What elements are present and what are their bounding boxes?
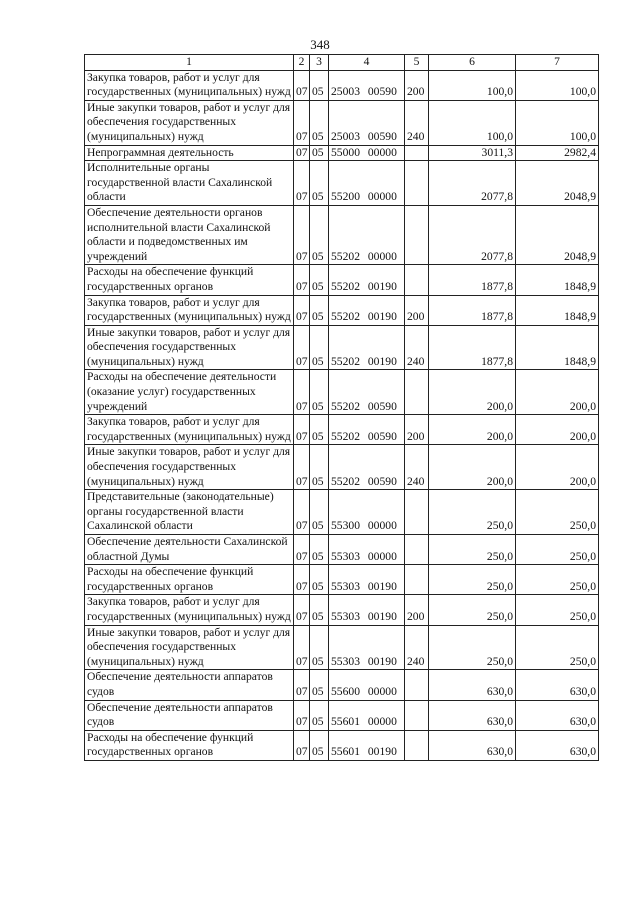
cell-target-code: 55303 00190 — [329, 595, 405, 625]
cell-name: Расходы на обеспечение функций государственных органов — [85, 730, 294, 760]
table-row — [85, 70, 599, 100]
cell-name: Обеспечение деятельности аппаратов судов — [85, 700, 294, 730]
cell-expense-type — [405, 700, 429, 730]
cell-amount-2: 1848,9 — [516, 265, 599, 295]
cell-expense-type — [405, 730, 429, 760]
cell-name: Закупка товаров, работ и услуг для государственных (муниципальных) нужд — [85, 295, 294, 325]
cell-subsection: 05 — [310, 415, 329, 445]
table-row — [85, 445, 599, 490]
header-col-7: 7 — [516, 55, 599, 71]
cell-amount-2: 200,0 — [516, 445, 599, 490]
cell-target-code: 55000 00000 — [329, 145, 405, 161]
cell-amount-2: 630,0 — [516, 670, 599, 700]
cell-expense-type — [405, 670, 429, 700]
table-row — [85, 535, 599, 565]
cell-section: 07 — [294, 265, 310, 295]
cell-subsection: 05 — [310, 730, 329, 760]
table-row — [85, 595, 599, 625]
cell-amount-1: 250,0 — [429, 565, 516, 595]
cell-target-code: 55200 00000 — [329, 161, 405, 206]
cell-amount-2: 630,0 — [516, 730, 599, 760]
cell-name: Обеспечение деятельности Сахалинской областной Думы — [85, 535, 294, 565]
cell-amount-1: 630,0 — [429, 730, 516, 760]
table-row — [85, 161, 599, 206]
cell-target-code: 25003 00590 — [329, 100, 405, 145]
cell-name: Представительные (законодательные) органы государственной власти Сахалинской области — [85, 490, 294, 535]
cell-name: Обеспечение деятельности органов исполнительной власти Сахалинской области и подведомственных им учреждений — [85, 205, 294, 264]
cell-amount-2: 250,0 — [516, 595, 599, 625]
cell-subsection: 05 — [310, 625, 329, 670]
cell-subsection: 05 — [310, 295, 329, 325]
cell-subsection: 05 — [310, 445, 329, 490]
header-col-5: 5 — [405, 55, 429, 71]
cell-name: Расходы на обеспечение функций государственных органов — [85, 565, 294, 595]
cell-target-code: 55303 00190 — [329, 565, 405, 595]
cell-target-code: 55202 00000 — [329, 205, 405, 264]
cell-subsection: 05 — [310, 490, 329, 535]
cell-target-code: 55202 00190 — [329, 325, 405, 370]
cell-subsection: 05 — [310, 370, 329, 415]
cell-target-code: 55601 00190 — [329, 730, 405, 760]
cell-amount-1: 3011,3 — [429, 145, 516, 161]
cell-amount-1: 200,0 — [429, 415, 516, 445]
cell-amount-2: 250,0 — [516, 535, 599, 565]
cell-subsection: 05 — [310, 265, 329, 295]
cell-subsection: 05 — [310, 205, 329, 264]
table-row — [85, 490, 599, 535]
cell-expense-type: 200 — [405, 70, 429, 100]
cell-name: Иные закупки товаров, работ и услуг для обеспечения государственных (муниципальных) нужд — [85, 445, 294, 490]
cell-section: 07 — [294, 445, 310, 490]
cell-expense-type — [405, 535, 429, 565]
cell-amount-1: 2077,8 — [429, 205, 516, 264]
cell-name: Иные закупки товаров, работ и услуг для обеспечения государственных (муниципальных) нужд — [85, 625, 294, 670]
cell-amount-2: 200,0 — [516, 415, 599, 445]
cell-amount-1: 250,0 — [429, 490, 516, 535]
cell-amount-1: 200,0 — [429, 445, 516, 490]
cell-target-code: 55202 00590 — [329, 445, 405, 490]
cell-amount-1: 100,0 — [429, 70, 516, 100]
cell-target-code: 55600 00000 — [329, 670, 405, 700]
cell-section: 07 — [294, 70, 310, 100]
cell-subsection: 05 — [310, 70, 329, 100]
cell-subsection: 05 — [310, 670, 329, 700]
cell-expense-type — [405, 205, 429, 264]
cell-amount-1: 250,0 — [429, 535, 516, 565]
cell-subsection: 05 — [310, 535, 329, 565]
cell-amount-1: 250,0 — [429, 625, 516, 670]
cell-amount-2: 2982,4 — [516, 145, 599, 161]
cell-subsection: 05 — [310, 595, 329, 625]
cell-target-code: 55202 00190 — [329, 295, 405, 325]
header-row — [85, 55, 599, 71]
cell-amount-2: 1848,9 — [516, 325, 599, 370]
header-col-3: 3 — [310, 55, 329, 71]
cell-target-code: 55300 00000 — [329, 490, 405, 535]
cell-amount-1: 1877,8 — [429, 265, 516, 295]
cell-section: 07 — [294, 625, 310, 670]
cell-name: Исполнительные органы государственной власти Сахалинской области — [85, 161, 294, 206]
table-row — [85, 100, 599, 145]
cell-expense-type: 240 — [405, 100, 429, 145]
cell-section: 07 — [294, 490, 310, 535]
header-col-6: 6 — [429, 55, 516, 71]
cell-section: 07 — [294, 535, 310, 565]
table-row — [85, 295, 599, 325]
cell-amount-1: 630,0 — [429, 670, 516, 700]
cell-expense-type: 200 — [405, 415, 429, 445]
cell-expense-type: 240 — [405, 625, 429, 670]
cell-name: Закупка товаров, работ и услуг для государственных (муниципальных) нужд — [85, 595, 294, 625]
cell-target-code: 55202 00590 — [329, 415, 405, 445]
cell-amount-1: 2077,8 — [429, 161, 516, 206]
cell-expense-type: 200 — [405, 595, 429, 625]
cell-amount-1: 630,0 — [429, 700, 516, 730]
cell-name: Непрограммная деятельность — [85, 145, 294, 161]
cell-subsection: 05 — [310, 325, 329, 370]
cell-section: 07 — [294, 161, 310, 206]
cell-amount-2: 2048,9 — [516, 161, 599, 206]
cell-amount-2: 100,0 — [516, 70, 599, 100]
table-row — [85, 415, 599, 445]
header-col-1: 1 — [85, 55, 294, 71]
cell-expense-type: 240 — [405, 445, 429, 490]
cell-amount-1: 200,0 — [429, 370, 516, 415]
table-row — [85, 325, 599, 370]
cell-amount-2: 630,0 — [516, 700, 599, 730]
cell-expense-type: 240 — [405, 325, 429, 370]
cell-section: 07 — [294, 730, 310, 760]
table-row — [85, 265, 599, 295]
cell-subsection: 05 — [310, 161, 329, 206]
header-col-2: 2 — [294, 55, 310, 71]
cell-amount-2: 250,0 — [516, 625, 599, 670]
cell-target-code: 55303 00000 — [329, 535, 405, 565]
cell-target-code: 55202 00190 — [329, 265, 405, 295]
cell-section: 07 — [294, 370, 310, 415]
table-row — [85, 565, 599, 595]
table-row — [85, 370, 599, 415]
budget-table — [84, 54, 599, 761]
cell-subsection: 05 — [310, 100, 329, 145]
cell-section: 07 — [294, 100, 310, 145]
cell-section: 07 — [294, 700, 310, 730]
cell-expense-type — [405, 490, 429, 535]
cell-name: Закупка товаров, работ и услуг для государственных (муниципальных) нужд — [85, 415, 294, 445]
cell-target-code: 55303 00190 — [329, 625, 405, 670]
cell-section: 07 — [294, 145, 310, 161]
cell-name: Расходы на обеспечение функций государственных органов — [85, 265, 294, 295]
cell-expense-type — [405, 161, 429, 206]
header-col-4: 4 — [329, 55, 405, 71]
cell-subsection: 05 — [310, 145, 329, 161]
cell-amount-1: 250,0 — [429, 595, 516, 625]
cell-amount-2: 200,0 — [516, 370, 599, 415]
cell-section: 07 — [294, 670, 310, 700]
cell-amount-2: 250,0 — [516, 490, 599, 535]
cell-expense-type: 200 — [405, 295, 429, 325]
table-row — [85, 205, 599, 264]
table-row — [85, 145, 599, 161]
cell-amount-2: 100,0 — [516, 100, 599, 145]
table-row — [85, 625, 599, 670]
cell-section: 07 — [294, 595, 310, 625]
cell-name: Закупка товаров, работ и услуг для государственных (муниципальных) нужд — [85, 70, 294, 100]
cell-target-code: 55202 00590 — [329, 370, 405, 415]
cell-expense-type — [405, 265, 429, 295]
cell-target-code: 25003 00590 — [329, 70, 405, 100]
cell-name: Расходы на обеспечение деятельности (оказание услуг) государственных учреждений — [85, 370, 294, 415]
cell-subsection: 05 — [310, 565, 329, 595]
cell-section: 07 — [294, 415, 310, 445]
table-row — [85, 700, 599, 730]
table-row — [85, 730, 599, 760]
table-row — [85, 670, 599, 700]
cell-amount-2: 250,0 — [516, 565, 599, 595]
cell-target-code: 55601 00000 — [329, 700, 405, 730]
cell-expense-type — [405, 145, 429, 161]
page-number: 348 — [310, 37, 330, 52]
cell-expense-type — [405, 370, 429, 415]
cell-amount-1: 100,0 — [429, 100, 516, 145]
cell-section: 07 — [294, 565, 310, 595]
cell-subsection: 05 — [310, 700, 329, 730]
cell-amount-1: 1877,8 — [429, 325, 516, 370]
cell-expense-type — [405, 565, 429, 595]
cell-section: 07 — [294, 325, 310, 370]
cell-amount-1: 1877,8 — [429, 295, 516, 325]
cell-section: 07 — [294, 205, 310, 264]
cell-name: Иные закупки товаров, работ и услуг для обеспечения государственных (муниципальных) нужд — [85, 100, 294, 145]
cell-amount-2: 2048,9 — [516, 205, 599, 264]
cell-section: 07 — [294, 295, 310, 325]
cell-name: Иные закупки товаров, работ и услуг для обеспечения государственных (муниципальных) нужд — [85, 325, 294, 370]
cell-name: Обеспечение деятельности аппаратов судов — [85, 670, 294, 700]
cell-amount-2: 1848,9 — [516, 295, 599, 325]
